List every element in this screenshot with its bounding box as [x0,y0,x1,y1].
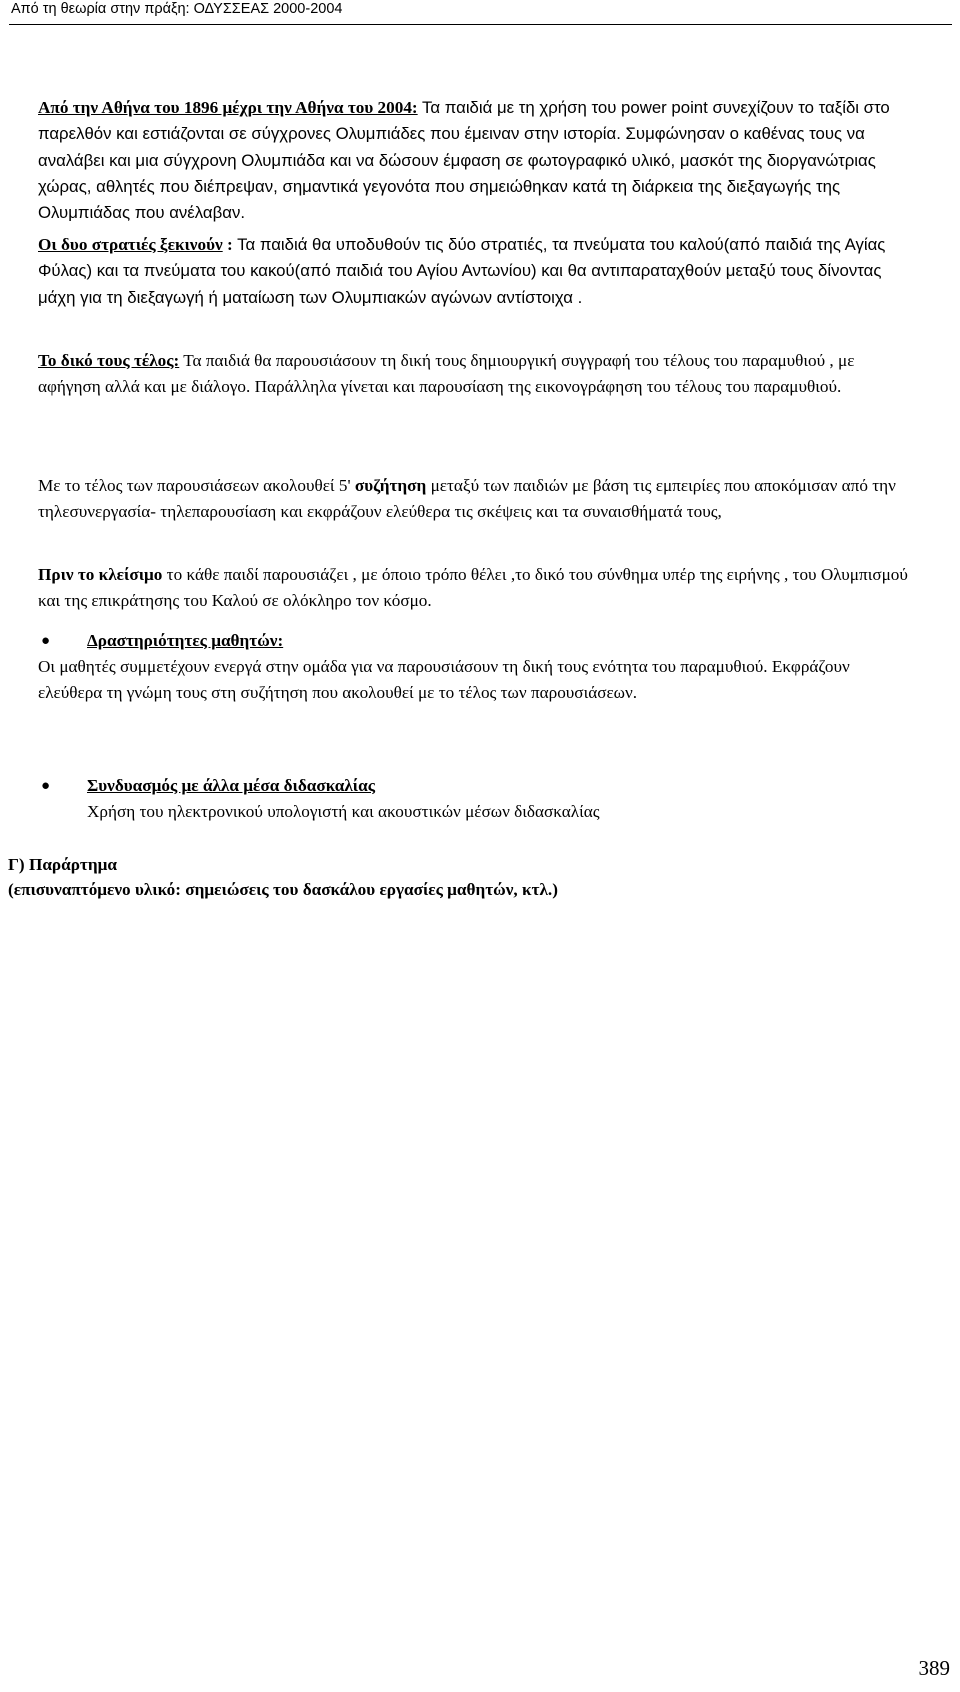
header-rule [9,24,952,25]
paragraph-own-ending [38,348,908,401]
appendix-subtitle: (επισυναπτόμενο υλικό: σημειώσεις του δασκάλου εργασίες μαθητών, κτλ.) [8,880,558,899]
paragraph-text: Τα παιδιά θα παρουσιάσουν τη δική τους δημιουργική συγγραφή του τέλους του παραμυθιού , με αφήγηση αλλά και με διάλογο. Παράλληλα γίνεται και παρουσίαση της εικονογράφηση του τέλους του παραμυθιού. [38,351,855,397]
activities-text: Οι μαθητές συμμετέχουν ενεργά στην ομάδα για να παρουσιάσουν τη δική τους ενότητα του παραμυθιού. Εκφράζουν ελεύθερα τη γνώμη τους στη συζήτηση που ακολουθεί με το τέλος των παρουσιάσεων. [38,657,850,703]
bullet-heading-combination: Συνδυασμός με άλλα μέσα διδασκαλίας [87,776,375,795]
paragraph-heading: Οι δυο στρατιές ξεκινούν [38,235,223,254]
paragraph-text-after: μεταξύ των παιδιών με βάση τις εμπειρίες που αποκόμισαν από την τηλεσυνεργασία- τηλεπαρουσίαση και εκφράζουν ελεύθερα τις σκέψεις και τα συναισθήματά τους, [38,476,896,522]
paragraph-text-before: Με το τέλος των παρουσιάσεων ακολουθεί 5' [38,476,355,495]
paragraph-heading: Το δικό τους τέλος: [38,351,180,370]
bullet-icon: ● [41,633,51,649]
bullet-heading-activities: Δραστηριότητες μαθητών: [87,631,284,650]
closing-bold: Πριν το κλείσιμο [38,565,163,584]
page-header: Από τη θεωρία στην πράξη: ΟΔΥΣΣΕΑΣ 2000-2004 [11,1,343,17]
paragraph-closing [38,562,918,615]
paragraph-heading: Από την Αθήνα του 1896 μέχρι την Αθήνα του 2004: [38,98,418,117]
combination-text: Χρήση του ηλεκτρονικού υπολογιστή και ακουστικών μέσων διδασκαλίας [87,802,600,821]
paragraph-text: Τα παιδιά με τη χρήση του power point συνεχίζουν το ταξίδι στο παρελθόν και εστιάζονται σε σύγχρονες Ολυμπιάδες που έμειναν στην ιστορία. Συμφώνησαν ο καθένας τους να αναλάβει και μια σύγχρονη Ολυμπιάδα και να δώσουν έμφαση σε φωτογραφικό υλικό, μασκότ της διοργανώτριας χώρας, αθλητές που διέπρεψαν, σημαντικά γεγονότα που σημειώθηκαν κατά τη διάρκεια της διεξαγωγής της Ολυμπιάδας που ανέλαβαν. [38,98,890,223]
discussion-bold: συζήτηση [354,476,427,495]
appendix-title: Γ) Παράρτημα [8,855,117,874]
page-number: 389 [918,1656,950,1680]
paragraph-discussion [38,473,913,526]
bullet-icon: ● [41,778,51,794]
paragraph-olympics-history [38,95,908,226]
paragraph-text: το κάθε παιδί παρουσιάζει , με όποιο τρόπο θέλει ,το δικό του σύνθημα υπέρ της ειρήνης , του Ολυμπισμού και της επικράτησης του Καλού σε ολόκληρο τον κόσμο. [38,565,908,611]
paragraph-two-armies [38,232,918,311]
heading-colon: : [222,235,233,254]
paragraph-text: Τα παιδιά θα υποδυθούν τις δύο στρατιές, τα πνεύματα του καλού(από παιδιά της Αγίας Φύλας) και τα πνεύματα του κακού(από παιδιά του Αγίου Αντωνίου) και θα αντιπαραταχθούν μεταξύ τους δίνοντας μάχη για τη διεξαγωγή ή ματαίωση των Ολυμπιακών αγώνων αντίστοιχα . [38,235,886,307]
